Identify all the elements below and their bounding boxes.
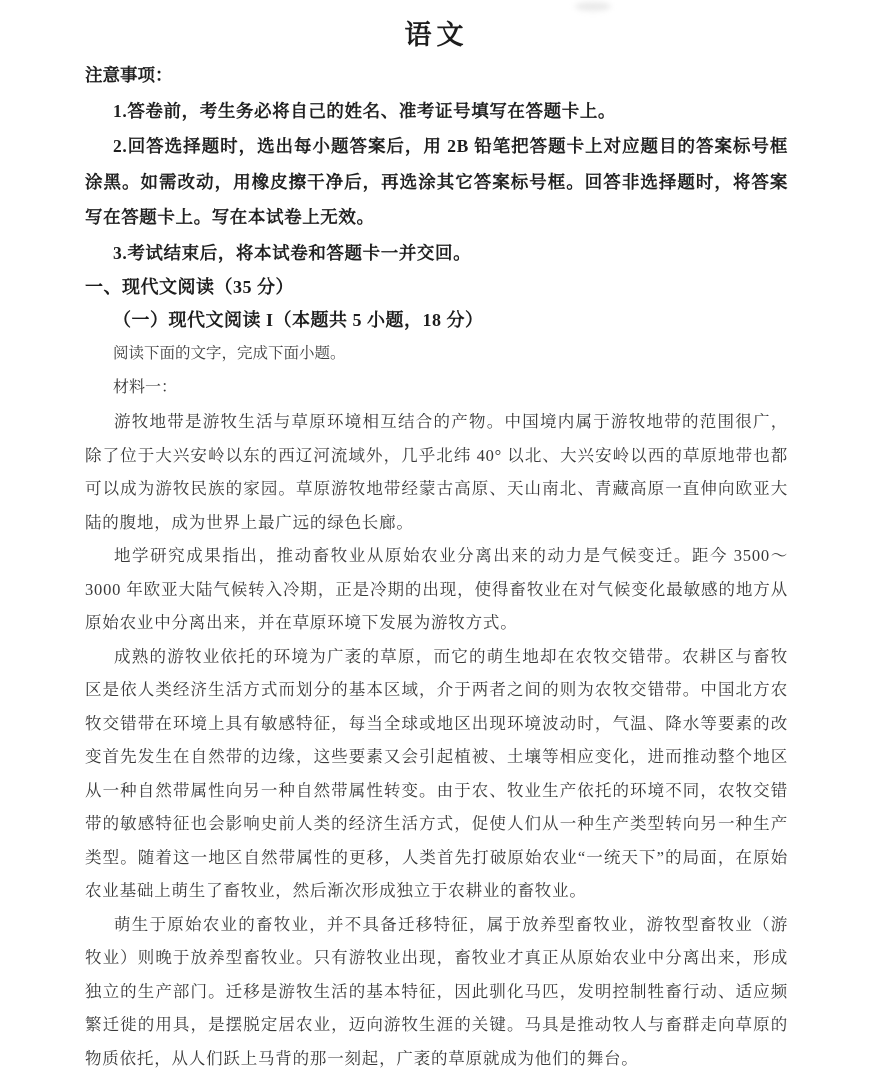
section-heading: 一、现代文阅读（35 分） bbox=[85, 277, 294, 297]
material-paragraph-1: 游牧地带是游牧生活与草原环境相互结合的产物。中国境内属于游牧地带的范围很广，除了位于大兴安岭以东的西辽河流域外，几乎北纬 40° 以北、大兴安岭以西的草原地带也都可以成为游牧民族的家园。草原游牧地带经蒙古高原、天山南北、青藏高原一直伸向欧亚大陆的腹地，成为世界上最广远的绿色长廊。 bbox=[85, 412, 788, 532]
reading-instruction: 阅读下面的文字，完成下面小题。 bbox=[113, 345, 346, 362]
notice-heading: 注意事项： bbox=[85, 65, 173, 85]
scan-smudge-artifact bbox=[575, 2, 611, 11]
notice-item-2: 2.回答选择题时，选出每小题答案后，用 2B 铅笔把答题卡上对应题目的答案标号框涂黑。如需改动，用橡皮擦干净后，再选涂其它答案标号框。回答非选择题时，将答案写在答题卡上。写在本试卷上无效。 bbox=[85, 136, 788, 227]
page-title: 语文 bbox=[404, 20, 469, 50]
material-paragraph-3: 成熟的游牧业依托的环境为广袤的草原，而它的萌生地却在农牧交错带。农耕区与畜牧区是依人类经济生活方式而划分的基本区域，介于两者之间的则为农牧交错带。中国北方农牧交错带在环境上具有敏感特征，每当全球或地区出现环境波动时，气温、降水等要素的改变首先发生在自然带的边缘，这些要素又会引起植被、土壤等相应变化，进而推动整个地区从一种自然带属性向另一种自然带属性转变。由于农、牧业生产依托的环境不同，农牧交错带的敏感特征也会影响史前人类的经济生活方式，促使人们从一种生产类型转向另一种生产类型。随着这一地区自然带属性的更移，人类首先打破原始农业“一统天下”的局面，在原始农业基础上萌生了畜牧业，然后渐次形成独立于农耕业的畜牧业。 bbox=[85, 646, 788, 900]
notice-item-3: 3.考试结束后，将本试卷和答题卡一并交回。 bbox=[113, 242, 472, 263]
notice-item-1: 1.答卷前，考生务必将自己的姓名、准考证号填写在答题卡上。 bbox=[113, 100, 617, 121]
material-paragraph-4: 萌生于原始农业的畜牧业，并不具备迁移特征，属于放养型畜牧业，游牧型畜牧业（游牧业）则晚于放养型畜牧业。只有游牧业出现，畜牧业才真正从原始农业中分离出来，形成独立的生产部门。迁移是游牧生活的基本特征，因此驯化马匹，发明控制牲畜行动、适应频繁迁徙的用具，是摆脱定居农业，迈向游牧生涯的关键。马具是推动牧人与畜群走向草原的物质依托，从人们跃上马背的那一刻起，广袤的草原就成为他们的舞台。 bbox=[85, 914, 788, 1068]
subsection-heading: （一）现代文阅读 I（本题共 5 小题，18 分） bbox=[113, 310, 484, 330]
material-paragraph-2: 地学研究成果指出，推动畜牧业从原始农业分离出来的动力是气候变迁。距今 3500～3000 年欧亚大陆气候转入冷期，正是冷期的出现，使得畜牧业在对气候变化最敏感的地方从原始农业中分离出来，并在草原环境下发展为游牧方式。 bbox=[85, 546, 788, 632]
notice-section bbox=[85, 58, 788, 271]
material-label: 材料一： bbox=[113, 379, 178, 396]
reading-section bbox=[85, 271, 788, 1075]
